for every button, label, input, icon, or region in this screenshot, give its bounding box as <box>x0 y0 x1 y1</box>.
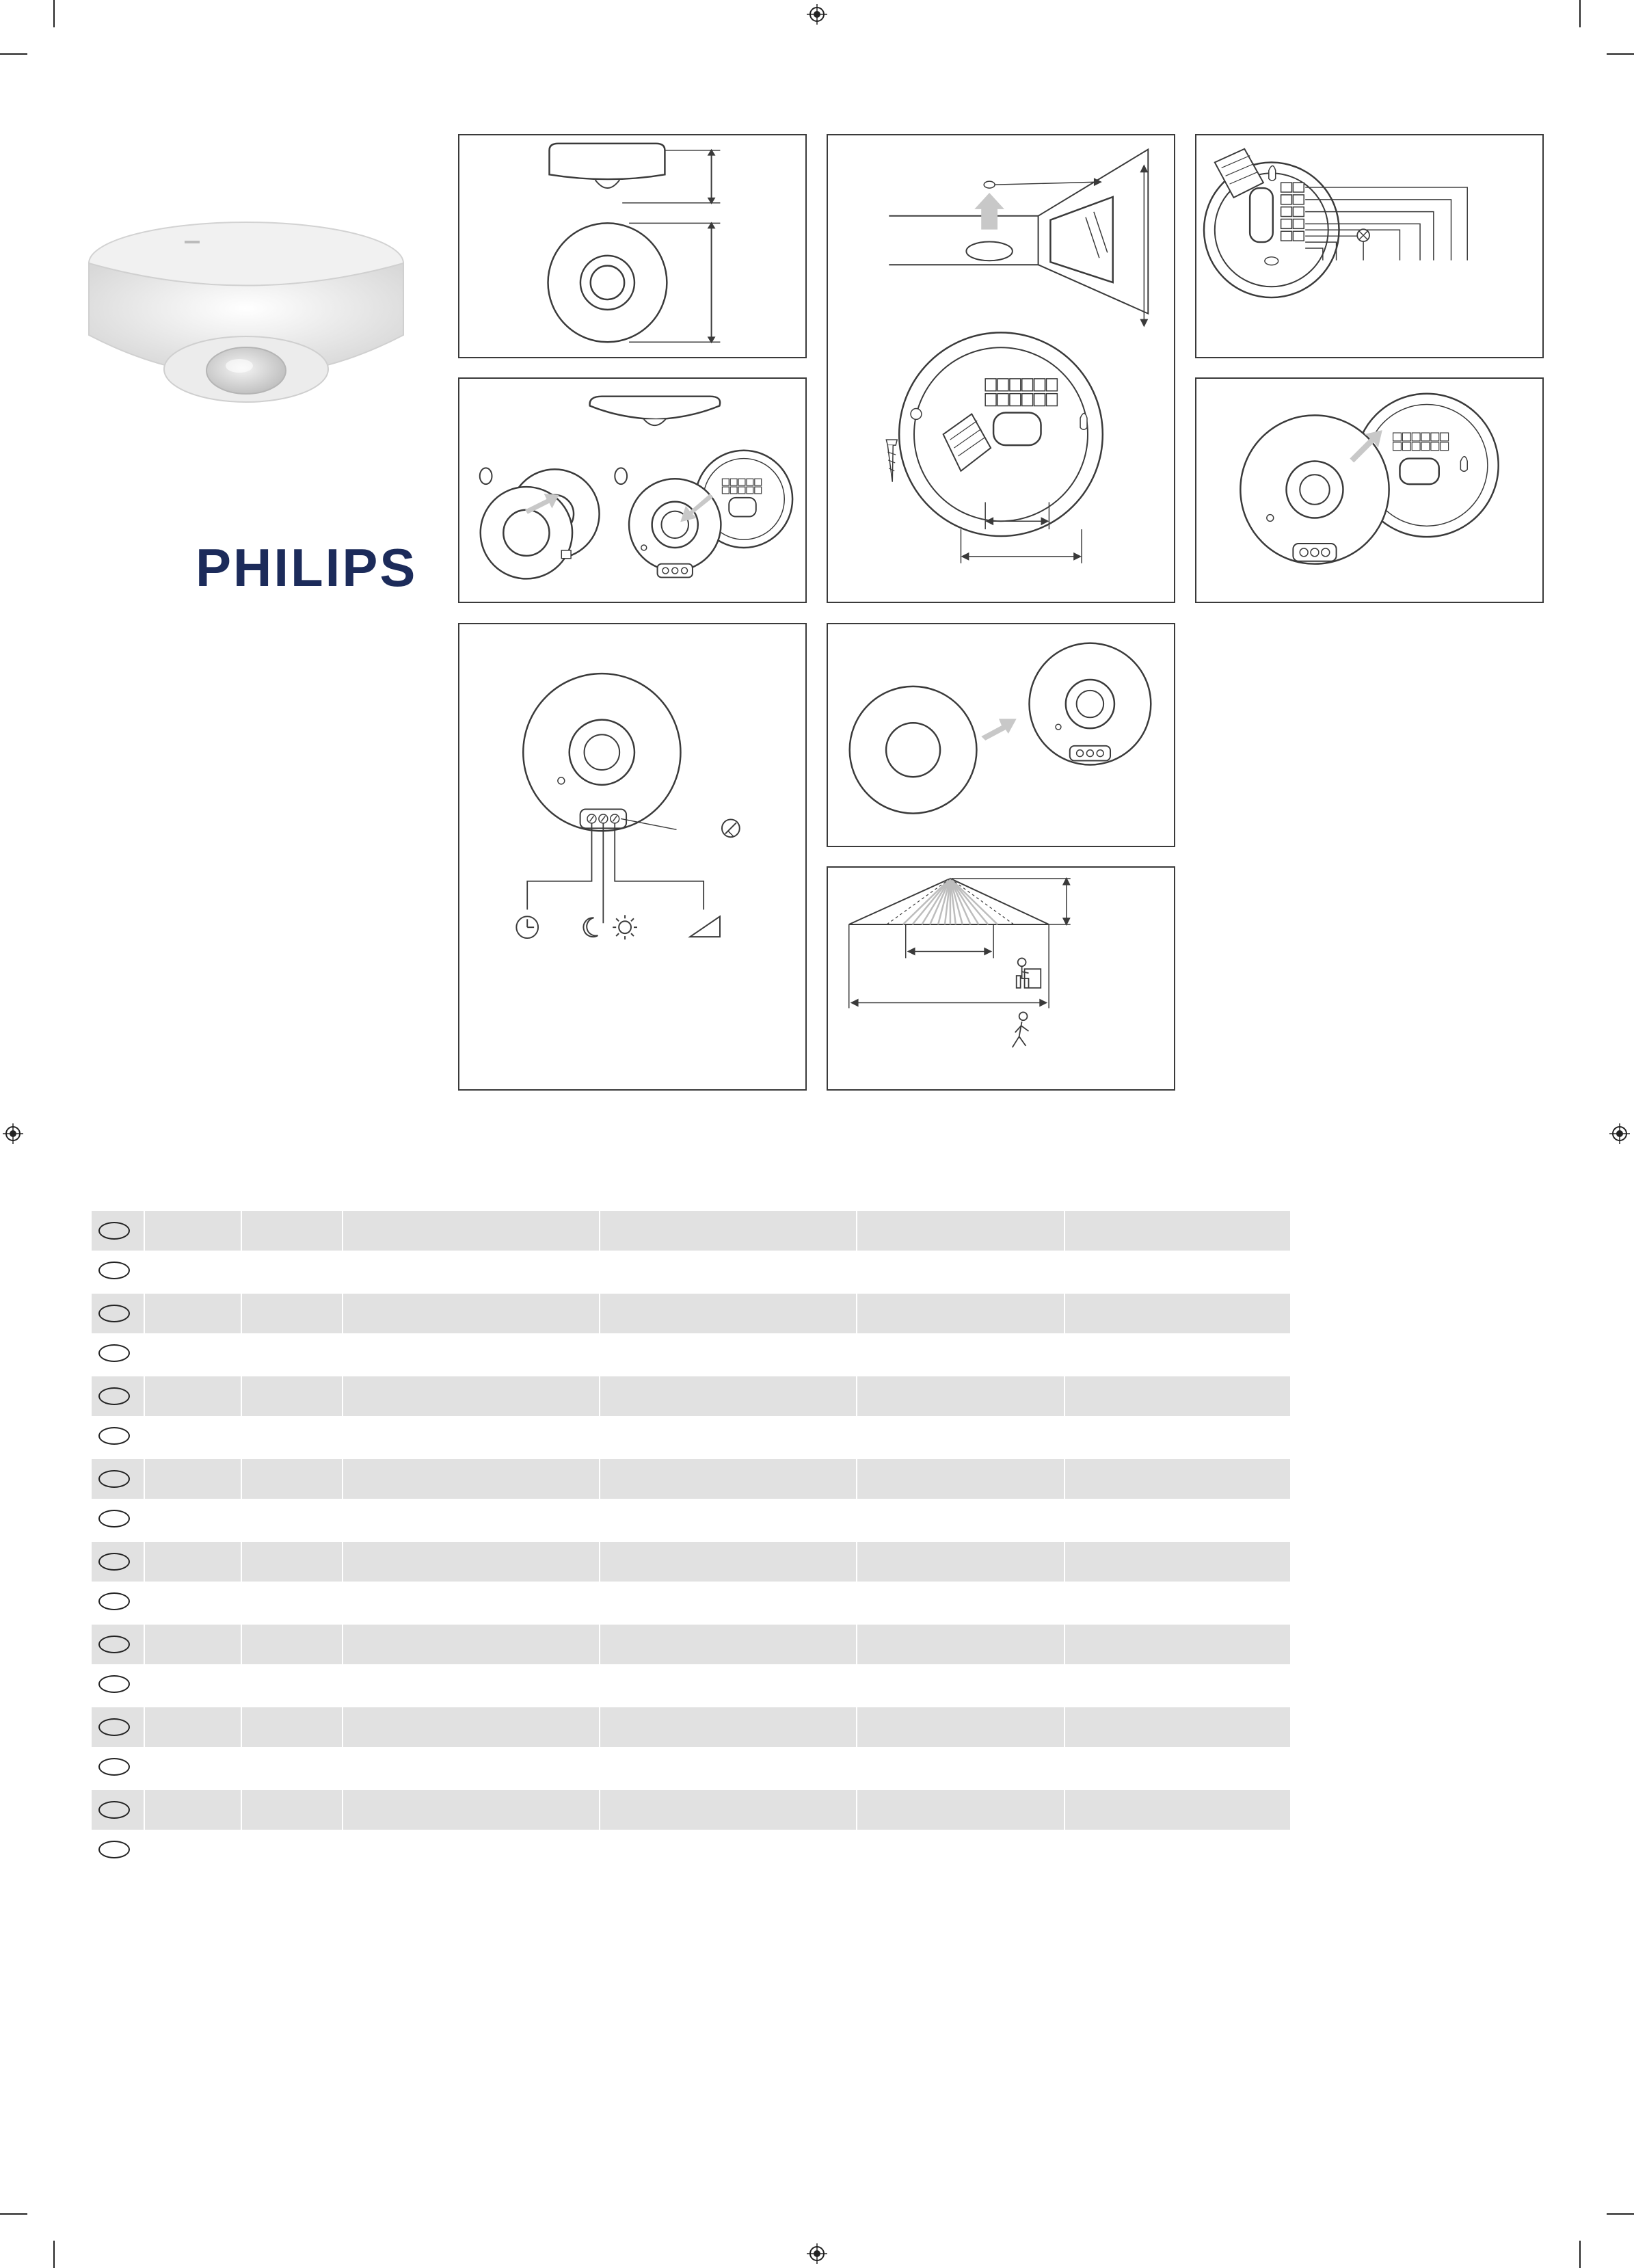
table-row <box>92 1747 1290 1787</box>
product-photo <box>75 198 431 431</box>
language-code-oval <box>98 1305 130 1322</box>
table-row <box>92 1790 1290 1830</box>
screwdriver-icon <box>722 819 740 837</box>
panel-adjustments <box>458 623 807 1091</box>
table-row <box>92 1582 1290 1621</box>
language-code-oval <box>98 1718 130 1736</box>
language-code-oval <box>98 1387 130 1405</box>
table-row <box>92 1459 1290 1499</box>
table-row <box>92 1376 1290 1416</box>
language-code-oval <box>98 1470 130 1488</box>
registration-mark-icon <box>1609 1123 1630 1144</box>
language-code-oval <box>98 1801 130 1819</box>
panel-dimensions <box>458 134 807 358</box>
panel-open-cover <box>458 377 807 603</box>
language-code-oval <box>98 1222 130 1240</box>
panel-attach-cover <box>1195 377 1544 603</box>
language-code-oval <box>98 1553 130 1571</box>
registration-mark-icon <box>807 2243 827 2264</box>
table-row <box>92 1294 1290 1333</box>
language-code-oval <box>98 1427 130 1445</box>
crop-mark <box>53 0 55 27</box>
panel-mounting-ceiling <box>827 134 1175 603</box>
language-code-oval <box>98 1675 130 1693</box>
panel-wiring <box>1195 134 1544 358</box>
language-code-oval <box>98 1758 130 1776</box>
table-row <box>92 1333 1290 1373</box>
table-row <box>92 1499 1290 1538</box>
table-row <box>92 1251 1290 1290</box>
registration-mark-icon <box>807 4 827 25</box>
philips-logo: PHILIPS <box>196 537 418 598</box>
table-row <box>92 1211 1290 1251</box>
language-code-oval <box>98 1841 130 1858</box>
crop-mark <box>0 2213 27 2215</box>
moon-sun-icon <box>583 915 637 939</box>
language-code-oval <box>98 1344 130 1362</box>
language-code-oval <box>98 1262 130 1279</box>
crop-mark <box>1579 0 1581 27</box>
table-row <box>92 1625 1290 1664</box>
table-row <box>92 1830 1290 1869</box>
language-code-oval <box>98 1592 130 1610</box>
panel-detection-range <box>827 866 1175 1091</box>
crop-mark <box>0 53 27 55</box>
clock-icon <box>516 916 538 938</box>
table-row <box>92 1707 1290 1747</box>
seated-person-icon <box>1017 958 1041 987</box>
registration-mark-icon <box>3 1123 23 1144</box>
crop-mark <box>53 2241 55 2268</box>
language-code-oval <box>98 1636 130 1653</box>
language-code-oval <box>98 1510 130 1527</box>
table-row <box>92 1542 1290 1582</box>
walking-person-icon <box>1013 1012 1029 1047</box>
table-row <box>92 1416 1290 1456</box>
crop-mark <box>1607 53 1634 55</box>
crop-mark <box>1607 2213 1634 2215</box>
sensitivity-icon <box>690 916 720 937</box>
panel-fit-ring <box>827 623 1175 847</box>
crop-mark <box>1579 2241 1581 2268</box>
table-row <box>92 1664 1290 1704</box>
